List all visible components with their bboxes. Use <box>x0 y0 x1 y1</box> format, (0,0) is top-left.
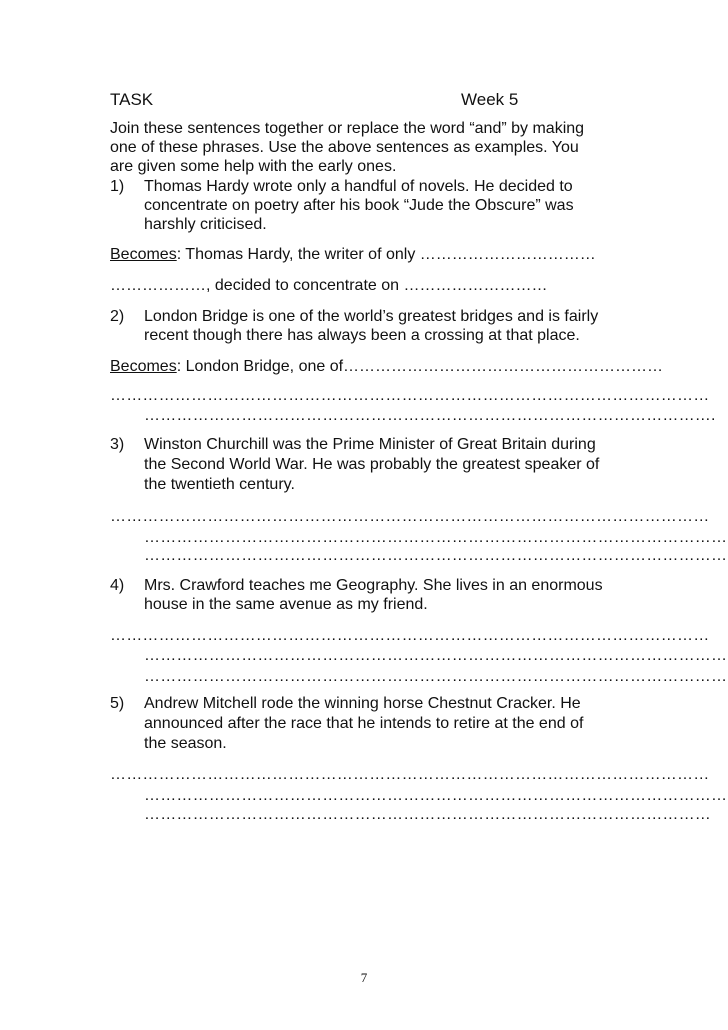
becomes-line-2 <box>110 357 663 376</box>
instruction-line: one of these phrases. Use the above sentences as examples. You <box>110 139 579 156</box>
answer-line[interactable]: ……………………………………………………………………………………………… <box>144 547 728 564</box>
becomes-text: : London Bridge, one of…………………………………………………… <box>176 358 664 375</box>
becomes-text: : Thomas Hardy, the writer of only …………………………… <box>176 246 596 263</box>
question-line: harshly criticised. <box>144 216 267 233</box>
question-line: Andrew Mitchell rode the winning horse Chestnut Cracker. He <box>144 695 581 712</box>
page-number: 7 <box>360 970 368 985</box>
question-line: recent though there has always been a crossing at that place. <box>144 327 580 344</box>
question-line: Winston Churchill was the Prime Minister of Great Britain during <box>144 436 596 453</box>
answer-line[interactable]: ……………………………………………………………………………………………. <box>144 407 716 424</box>
answer-line[interactable]: ………………………………………………………………………………………………… <box>110 387 710 404</box>
question-number: 2) <box>110 308 125 325</box>
instruction-line: Join these sentences together or replace the word “and” by making <box>110 120 585 137</box>
becomes-label: Becomes <box>110 246 177 263</box>
becomes-label: Becomes <box>110 358 177 375</box>
becomes-line-1b: ………………, decided to concentrate on ……………………… <box>110 277 548 294</box>
answer-line[interactable]: ……………………………………………………………………………………………… <box>144 529 728 546</box>
question-line: the Second World War. He was probably the greatest speaker of <box>144 456 600 473</box>
becomes-line-1 <box>110 245 596 264</box>
answer-line[interactable]: ………………………………………………………………………………………………… <box>110 508 710 525</box>
question-line: Thomas Hardy wrote only a handful of novels. He decided to <box>144 178 573 195</box>
question-line: concentrate on poetry after his book “Jude the Obscure” was <box>144 197 574 214</box>
answer-line[interactable]: …………………………………………………………………………………………… <box>144 806 711 823</box>
task-heading: TASK <box>110 90 154 109</box>
question-number: 1) <box>110 178 125 195</box>
answer-line[interactable]: ……………………………………………………………………………………………… <box>144 668 728 685</box>
instruction-line: are given some help with the early ones. <box>110 158 397 175</box>
answer-line[interactable]: ………………………………………………………………………………………………… <box>110 627 710 644</box>
question-number: 4) <box>110 577 125 594</box>
question-line: the season. <box>144 735 227 752</box>
question-number: 3) <box>110 436 125 453</box>
answer-line[interactable]: ……………………………………………………………………………………………… <box>144 787 728 804</box>
question-line: the twentieth century. <box>144 476 295 493</box>
question-line: Mrs. Crawford teaches me Geography. She lives in an enormous <box>144 577 603 594</box>
answer-line[interactable]: ………………………………………………………………………………………………… <box>110 766 710 783</box>
question-line: house in the same avenue as my friend. <box>144 596 428 613</box>
question-number: 5) <box>110 695 125 712</box>
question-line: announced after the race that he intends to retire at the end of <box>144 715 584 732</box>
question-line: London Bridge is one of the world’s greatest bridges and is fairly <box>144 308 599 325</box>
week-label: Week 5 <box>461 90 519 109</box>
answer-line[interactable]: ……………………………………………………………………………………………… <box>144 647 728 664</box>
